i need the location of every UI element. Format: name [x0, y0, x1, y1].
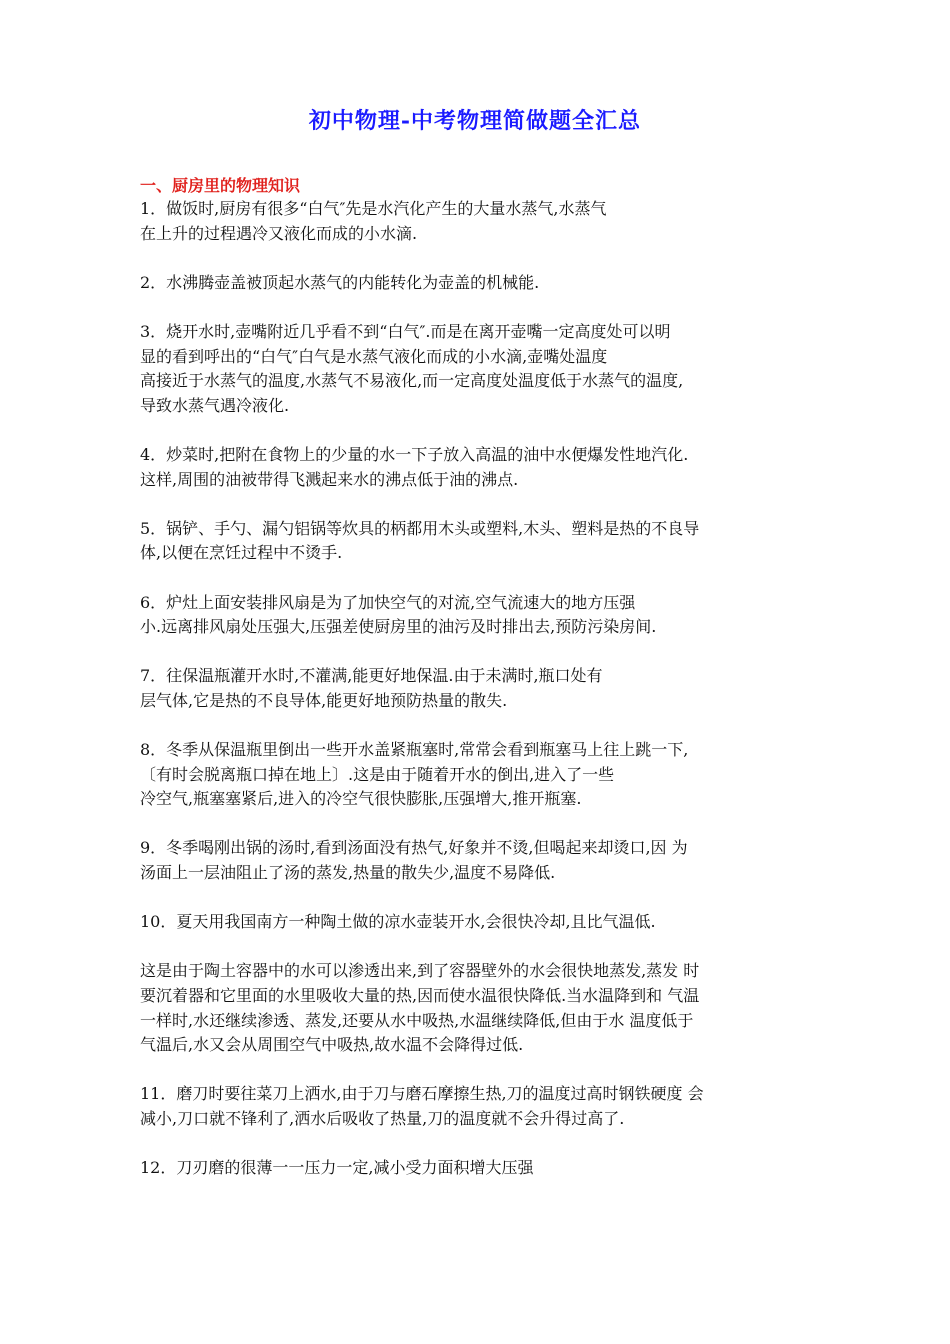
paragraph-line: 11．磨刀时要往菜刀上洒水,由于刀与磨石摩擦生热,刀的温度过高时钢铁硬度 会	[140, 1084, 704, 1104]
paragraph-line: 3．烧开水时,壶嘴附近几乎看不到“白气″.而是在离开壶嘴一定高度处可以明	[140, 321, 671, 341]
paragraph-line: 7．往保温瓶灌开水时,不灌满,能更好地保温.由于未满时,瓶口处有	[140, 666, 603, 686]
paragraph-line: 在上升的过程遇冷又液化而成的小水滴.	[140, 223, 418, 243]
paragraph	[140, 1082, 830, 1131]
paragraph-line: 冷空气,瓶塞塞紧后,进入的冷空气很快膨胀,压强增大,推开瓶塞.	[140, 789, 582, 809]
paragraph-line: 10．夏天用我国南方一种陶土做的凉水壶装开水,会很快冷却,且比气温低.	[140, 912, 656, 932]
paragraph	[140, 1156, 830, 1181]
paragraph	[140, 320, 830, 418]
paragraph-line: 5．锅铲、手勺、漏勺铝锅等炊具的柄都用木头或塑料,木头、塑料是热的不良导	[140, 518, 700, 538]
document-title: 初中物理-中考物理简做题全汇总	[308, 108, 642, 134]
paragraph-line: 要沉着器和它里面的水里吸收大量的热,因而使水温很快降低.当水温降到和 气温	[140, 986, 700, 1005]
paragraph-line: 〔有时会脱离瓶口掉在地上〕.这是由于随着开水的倒出,进入了一些	[140, 764, 615, 784]
paragraph-line: 体,以便在烹饪过程中不烫手.	[140, 543, 343, 563]
paragraph-line: 9．冬季喝刚出锅的汤时,看到汤面没有热气,好象并不烫,但喝起来却烫口,因 为	[140, 838, 688, 858]
paragraph-line: 一样时,水还继续渗透、蒸发,还要从水中吸热,水温继续降低,但由于水 温度低于	[140, 1010, 694, 1030]
paragraph	[140, 443, 830, 492]
paragraph	[140, 959, 830, 1057]
paragraph-line: 12．刀刃磨的很薄一一压力一定,减小受力面积增大压强	[140, 1158, 534, 1178]
document-body	[140, 197, 830, 1205]
paragraph-line: 1．做饭时,厨房有很多“白气″先是水汽化产生的大量水蒸气,水蒸气	[140, 199, 607, 218]
paragraph	[140, 836, 830, 885]
paragraph-line: 4．炒菜时,把附在食物上的少量的水一下子放入高温的油中水便爆发性地汽化.	[140, 444, 689, 464]
paragraph-line: 这样,周围的油被带得飞溅起来水的沸点低于油的沸点.	[140, 469, 519, 489]
paragraph-line: 减小,刀口就不锋利了,洒水后吸收了热量,刀的温度就不会升得过高了.	[140, 1108, 625, 1128]
paragraph	[140, 738, 830, 812]
paragraph-line: 8．冬季从保温瓶里倒出一些开水盖紧瓶塞时,常常会看到瓶塞马上往上跳一下,	[140, 740, 689, 760]
paragraph	[140, 591, 830, 640]
paragraph	[140, 910, 830, 935]
paragraph	[140, 664, 830, 713]
paragraph-line: 气温后,水又会从周围空气中吸热,故水温不会降得过低.	[140, 1035, 524, 1055]
paragraph-line: 导致水蒸气遇冷液化.	[140, 395, 290, 415]
paragraph-line: 这是由于陶土容器中的水可以渗透出来,到了容器壁外的水会很快地蒸发,蒸发 时	[140, 961, 700, 981]
section-heading: 一、厨房里的物理知识	[140, 176, 301, 195]
paragraph-line: 6．炉灶上面安装排风扇是为了加快空气的对流,空气流速大的地方压强	[140, 592, 636, 612]
paragraph-line: 层气体,它是热的不良导体,能更好地预防热量的散失.	[140, 690, 508, 710]
paragraph	[140, 197, 830, 246]
paragraph-line: 高接近于水蒸气的温度,水蒸气不易液化,而一定高度处温度低于水蒸气的温度,	[140, 371, 684, 391]
paragraph	[140, 271, 830, 296]
paragraph-line: 显的看到呼出的“白气″白气是水蒸气液化而成的小水滴,壶嘴处温度	[140, 346, 608, 366]
paragraph-line: 2．水沸腾壶盖被顶起水蒸气的内能转化为壶盖的机械能.	[140, 272, 540, 292]
paragraph	[140, 517, 830, 566]
paragraph-line: 小.远离排风扇处压强大,压强差使厨房里的油污及时排出去,预防污染房间.	[140, 617, 657, 637]
paragraph-line: 汤面上一层油阻止了汤的蒸发,热量的散失少,温度不易降低.	[140, 863, 556, 883]
